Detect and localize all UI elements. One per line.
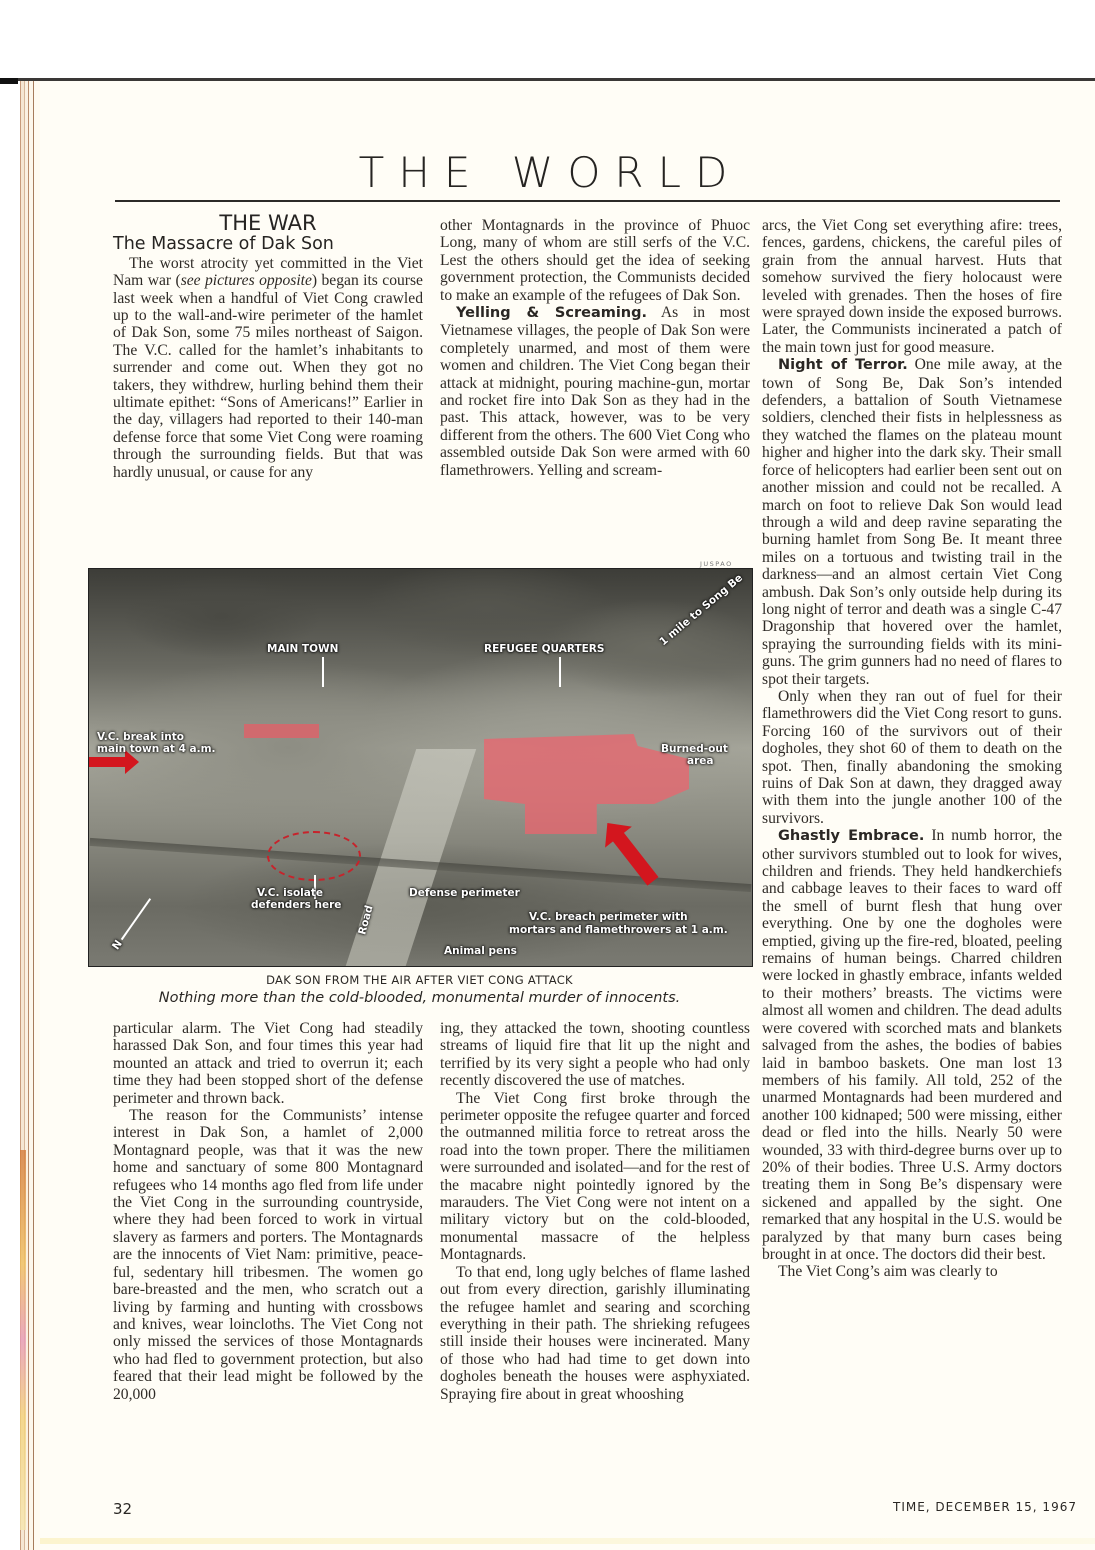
label-breach-2: mortars and flamethrowers at 1 a.m. <box>509 924 728 936</box>
paragraph: Ghastly Embrace. In numb horror, the other survivors stumbled out to look for wives, children and friends. They held handkerchiefs and cabbage leaves to their faces to ward off the smell of burnt flesh that hung over everything. One by one the dogholes were emptied, giving up the fire-red, bloated, peeling remains of human beings. Charred children were locked in ghastly embrace, infants welded to their mothers’ breasts. The victims were almost all women and children. The dead adults were covered with scorched mats and blankets salvaged from the ashes, the bodies of babies laid in bamboo baskets. One man lost 13 members of his family. All told, 252 of the unarmed Montagnards had been murdered and another 100 kidnaped; 500 were missing, either dead or fled into the hills. Nearly 50 were wounded, 33 with third-degree burns over up to 20% of their bodies. Three U.S. Army doctors treating them in Song Be’s dispensary were sickened and appalled by the sight. One remarked that any hospital in the U.S. would be paralyzed by that many burn cases being brought in at once. The doctors did their best. <box>762 827 1062 1263</box>
burned-overlay-refugee-area <box>484 734 689 834</box>
aerial-photo <box>88 568 753 967</box>
column-1-bottom <box>113 1020 423 1403</box>
page-number: 32 <box>113 1500 133 1518</box>
label-vc-break-2: main town at 4 a.m. <box>97 743 216 755</box>
issue-date: TIME, DECEMBER 15, 1967 <box>893 1500 1077 1514</box>
section-divider <box>115 200 1060 202</box>
column-1-top <box>113 211 423 481</box>
label-burned-1: Burned-out <box>661 743 728 755</box>
photo-credit: JUSPAO <box>700 560 733 568</box>
paragraph: Night of Terror. One mile away, at the town of Song Be, Dak Son’s intended defenders, a battalion of South Vietnamese soldiers, clenched their fists in helplessness as they watched the flames on the plateau mount higher and higher into the dark sky. Their small force of helicopters had earlier been sent out on another mission and could not be recalled. A march on foot to relieve Dak Son would lead through a wild and deep ravine separating the burning hamlet from Song Be. It meant three miles on a tortuous and twisting trail in the darkness—and an almost certain Viet Cong ambush. Dak Son’s only outside help during its long night of terror and death was a single C-47 Dragonship that hovered over the hamlet, spraying the surrounding fields with its miniguns. The grim gunners had no need of flares to spot their targets. <box>762 356 1062 688</box>
leader-line <box>559 657 561 687</box>
label-isolate-1: V.C. isolate <box>257 887 323 899</box>
label-road: Road <box>356 904 376 936</box>
paragraph: Only when they ran out of fuel for their flamethrowers did the Viet Cong resort to guns. Forcing 160 of the survivors out of their dogholes, they shot 60 of them to death on the spot. Then, finally abandoning the smoking ruins of Dak Son at dawn, they dragged away with them into the jungle another 100 of the survivors. <box>762 687 1062 827</box>
label-burned-2: area <box>687 755 714 767</box>
photo-caption-sub: Nothing more than the cold-blooded, monumental murder of innocents. <box>158 990 681 1006</box>
page-edge-color <box>20 1150 26 1530</box>
paragraph: The Viet Cong’s aim was clearly to <box>778 1263 998 1281</box>
label-breach-1: V.C. breach perimeter with <box>529 911 688 923</box>
label-defense-perimeter: Defense perimeter <box>409 887 520 899</box>
paragraph: The reason for the Communists’ intense interest in Dak Son, a hamlet of 2,000 Montagnard people, was that it was the new home and sanctuary of some 800 Montagnard refugees who 14 months ago fled from life under the Viet Cong in the surrounding countryside, where they had been forced to work in virtual slavery as farmers and porters. The Montagnards are the innocents of Viet Nam: primitive, peaceful, sedentary hill tribesmen. The women go bare-breasted and the men, who scratch out a living by farming and hunting with crossbows and knives, wear loincloths. The Viet Cong not only missed the services of those Montagnards who had fled to government protection, but also feared that their lead might be followed by the 20,000 <box>113 1107 423 1403</box>
paragraph: other Montagnards in the province of Phuoc Long, many of whom are still serfs of the V.C. Lest the others should get the idea of seeking government protection, the Communists decided to make an example of the refugees of Dak Son. <box>440 217 750 304</box>
burned-overlay-main-town <box>244 724 319 738</box>
scan-bottom-edge <box>40 1538 1095 1544</box>
photo-caption-head: DAK SON FROM THE AIR AFTER VIET CONG ATTACK <box>266 973 573 987</box>
paragraph: particular alarm. The Viet Cong had steadily harassed Dak Son, and four times this year had mounted an attack and tried to overrun it; each time they had been stopped short of the defense perimeter and thrown back. <box>113 1020 423 1107</box>
label-main-town: MAIN TOWN <box>267 643 339 655</box>
column-2-top <box>440 217 750 479</box>
cross-reference: see pictures opposite <box>180 272 312 290</box>
isolation-circle <box>267 831 361 881</box>
label-refugee-quarters: REFUGEE QUARTERS <box>484 643 605 655</box>
paragraph: Yelling & Screaming. As in most Vietnamese villages, the people of Dak Son were completely unarmed, and most of them were women and children. The Viet Cong began their attack at midnight, pouring machine-gun, mortar and rocket fire into Dak Son as they had in the past. This attack, however, was to be very different from the others. The 600 Viet Cong who assembled outside Dak Son were armed with 60 flamethrowers. Yelling and scream- <box>440 304 750 479</box>
subhead-yelling: Yelling & Screaming. <box>456 305 648 322</box>
red-arrow-icon <box>89 757 127 767</box>
label-animal-pens: Animal pens <box>444 945 517 957</box>
subhead-ghastly-embrace: Ghastly Embrace. <box>778 828 925 845</box>
paragraph: The Viet Cong first broke through the perimeter opposite the refugee quarter and forced the outmanned militia force to retreat aross the road into the town proper. There the militiamen were surrounded and isolated—and for the rest of the macabre night pointedly ignored by the marauders. The Viet Cong were not intent on a military victory but on the cold-blooded, monumental massacre of the helpless Montagnards. <box>440 1089 750 1264</box>
rubric: THE WAR <box>219 211 317 235</box>
label-song-be: 1 mile to Song Be <box>657 571 745 649</box>
paragraph: The worst atrocity yet committed in the Viet Nam war (see pictures opposite) began its course last week when a handful of Viet Cong crawled up to the wall-and-wire perimeter of the hamlet of Dak Son, some 75 miles northeast of Saigon. The V.C. called for the hamlet’s inhabitants to surrender and come out. When they got no takers, they withdrew, hurling behind them their ultimate epithet: “Sons of Americans!” Earlier in the day, villagers had reported to their 140-man defense force that some Viet Cong were roaming through the surrounding fields. But that was hardly unusual, or cause for any <box>113 254 423 481</box>
column-3 <box>762 217 1062 1281</box>
label-vc-break-1: V.C. break into <box>97 731 184 743</box>
leader-line <box>322 657 324 687</box>
scan-corner <box>0 78 18 84</box>
subhead-night-of-terror: Night of Terror. <box>778 357 908 374</box>
paragraph: ing, they attacked the town, shooting countless streams of liquid fire that lit up the night and terrified by its very sight a people who had only recently discovered the use of matches. <box>440 1020 750 1090</box>
label-north: N <box>109 937 125 953</box>
headline: The Massacre of Dak Son <box>113 234 334 255</box>
section-title: THE WORLD <box>358 148 742 197</box>
label-isolate-2: defenders here <box>251 899 342 911</box>
paragraph: To that end, long ugly belches of flame lashed out from every direction, garishly illuminating the refugee hamlet and searing and scorching everything in their path. The shrieking refugees still inside their houses were incinerated. Many of those who had had time to get down into dogholes beneath the houses were asphyxiated. Spraying fire about in great whooshing <box>440 1263 750 1403</box>
paragraph: arcs, the Viet Cong set everything afire: trees, fences, gardens, chickens, the careful piles of grain from the annual harvest. Huts that somehow survived the fiery holocaust were leveled with grenades. Then the hoses of fire were sprayed down inside the exposed burrows. Later, the Communists incinerated a patch of the main town just for good measure. <box>762 217 1062 356</box>
column-2-bottom <box>440 1020 750 1403</box>
north-arrow-line <box>121 898 151 940</box>
